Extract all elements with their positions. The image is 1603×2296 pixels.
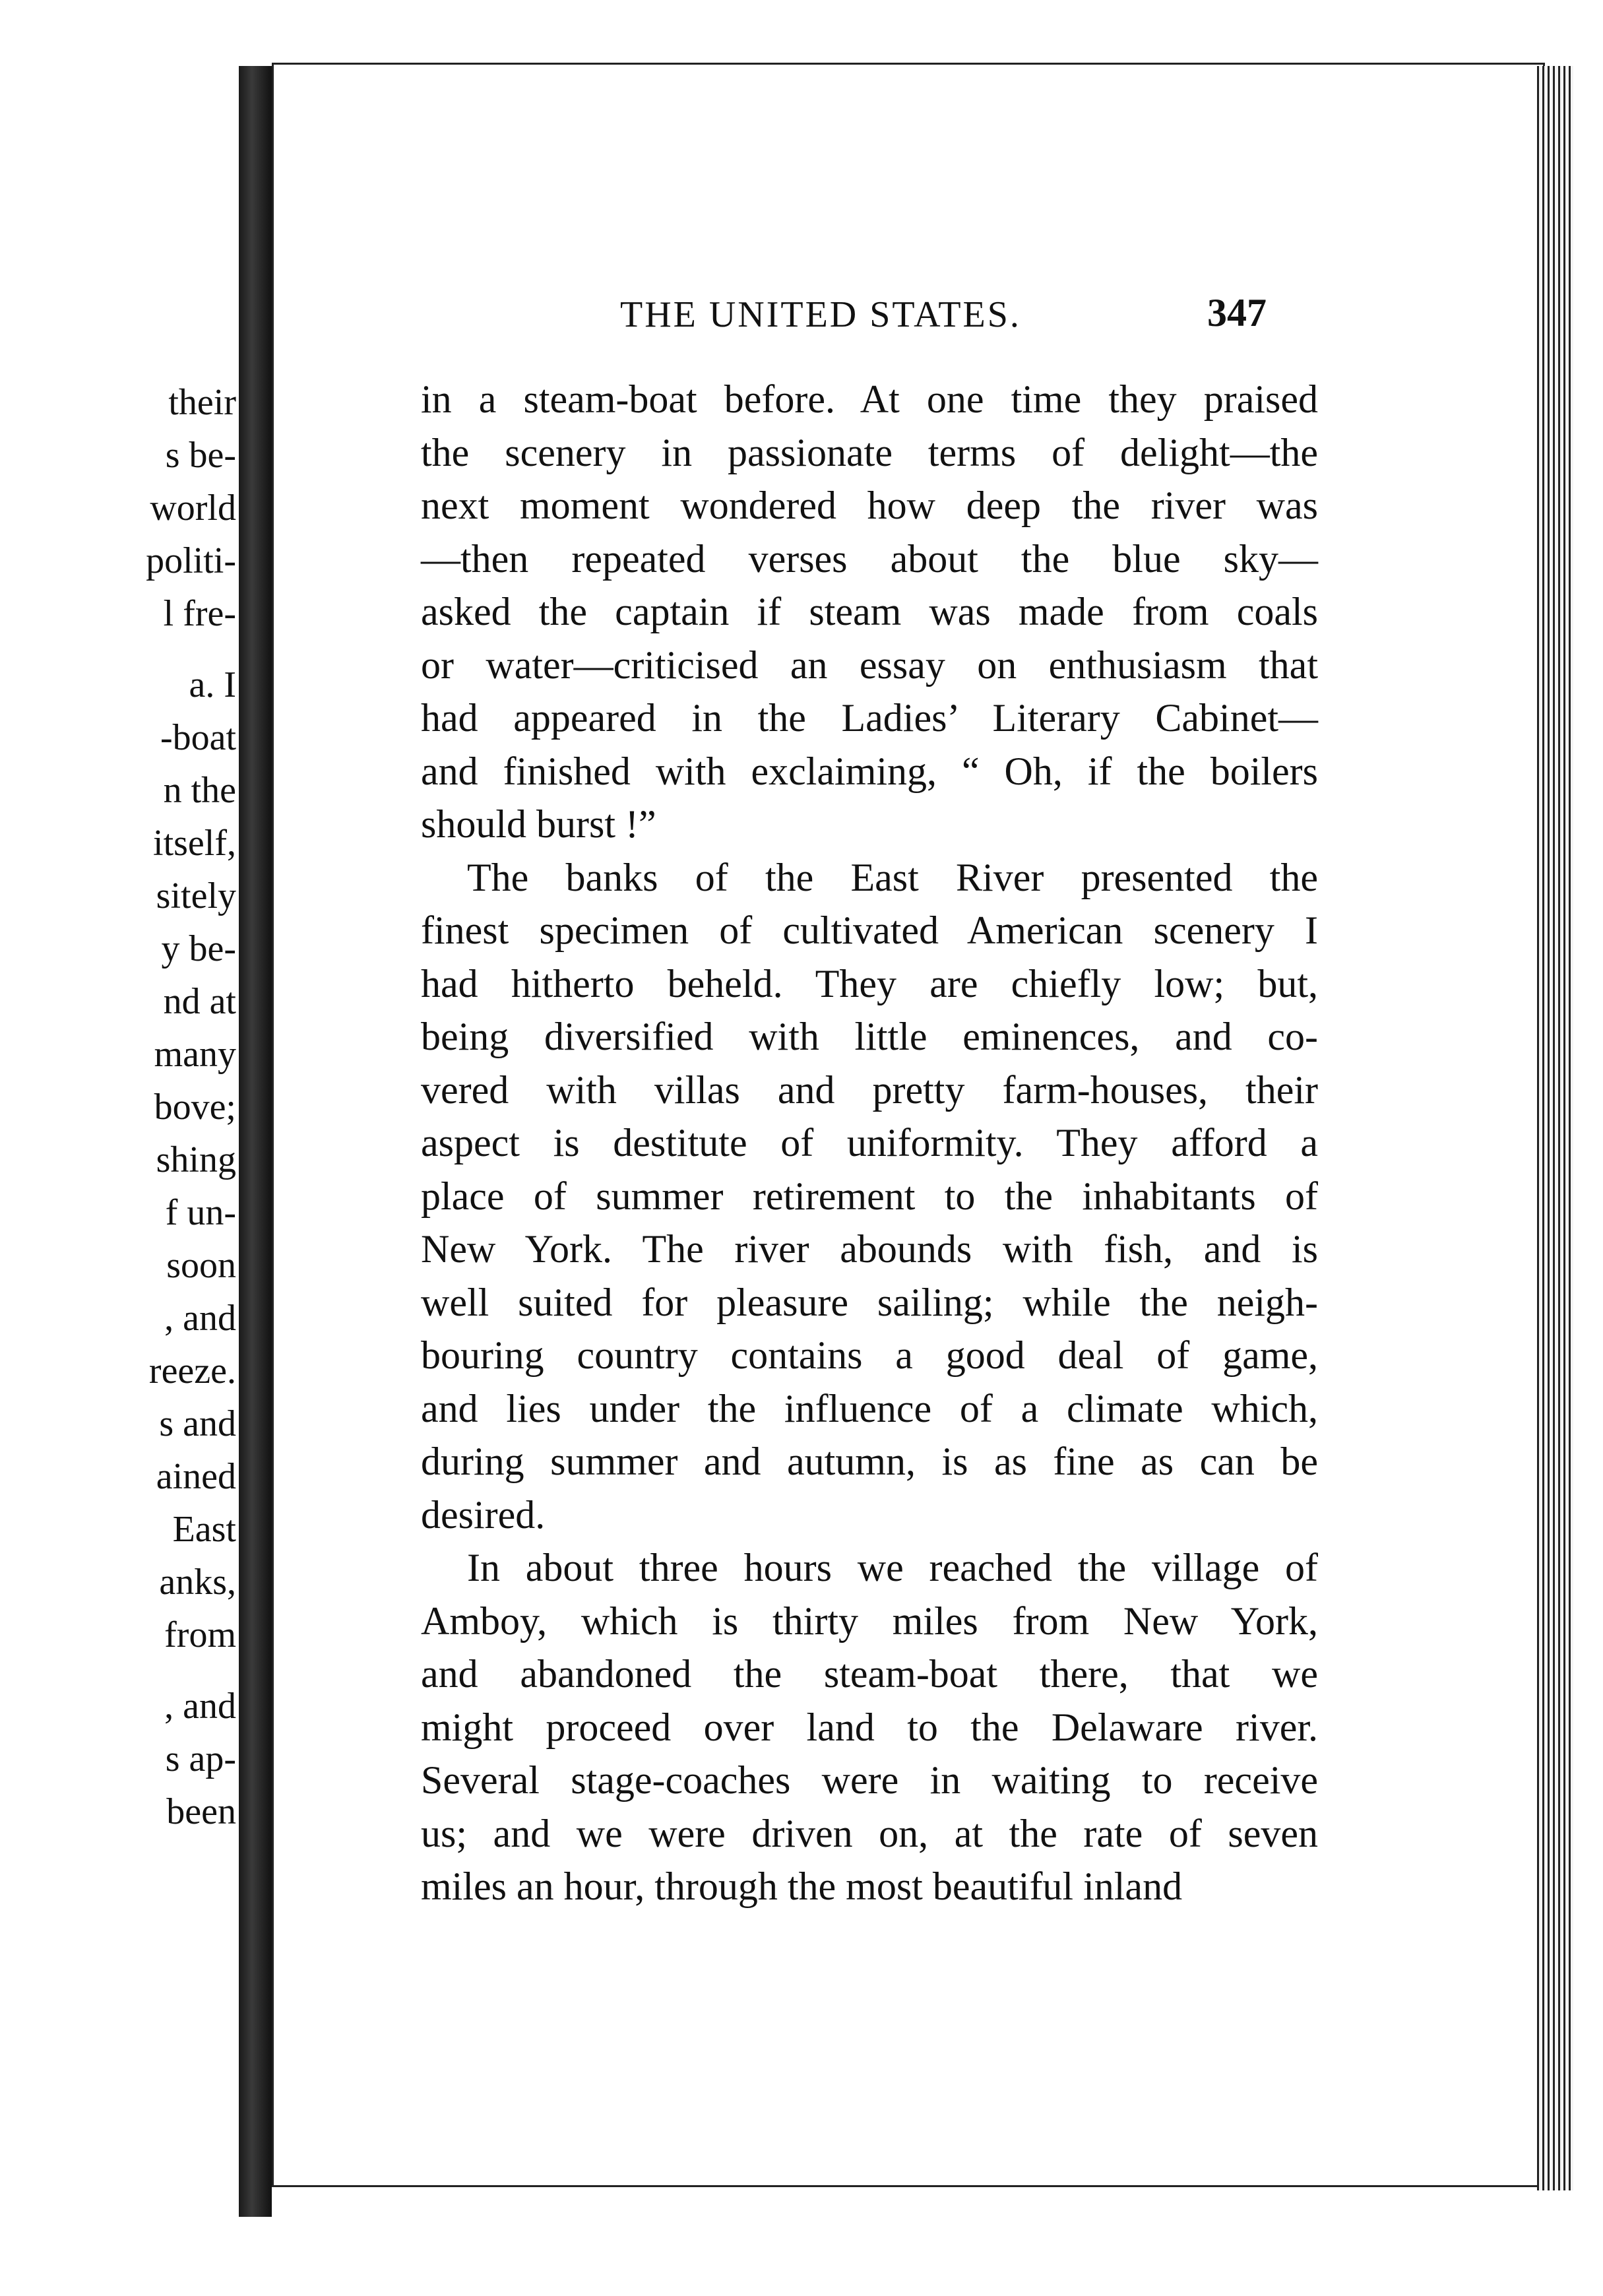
text-line: or water—criticised an essay on enthusiasm that (421, 643, 1318, 687)
left-page-line: nd at (163, 981, 236, 1022)
text-line: and abandoned the steam-boat there, that we (421, 1652, 1318, 1696)
left-page-line: their (168, 382, 236, 423)
text-line: bouring country contains a good deal of game, (421, 1333, 1318, 1377)
text-line: asked the captain if steam was made from coals (421, 590, 1318, 633)
left-page-line: itself, (153, 823, 236, 864)
left-page-line: shing (156, 1139, 236, 1180)
text-line: vered with villas and pretty farm-houses, their (421, 1068, 1318, 1112)
left-page-text-fragments (0, 376, 239, 1838)
text-line: next moment wondered how deep the river was (421, 484, 1318, 527)
left-page-line: East (172, 1509, 236, 1550)
text-line: had hitherto beheld. They are chiefly low; but, (421, 961, 1318, 1005)
text-line: desired. (421, 1492, 546, 1537)
paragraph (421, 373, 1318, 851)
paragraph (421, 1541, 1318, 1913)
left-page-line: world (150, 488, 236, 528)
left-page-line: -boat (160, 717, 236, 758)
page-edges (1537, 66, 1573, 2190)
text-line: the scenery in passionate terms of delight—the (421, 430, 1318, 474)
text-line: Several stage-coaches were in waiting to receive (421, 1758, 1318, 1802)
left-page-line: politi- (146, 540, 236, 581)
paragraph (421, 851, 1318, 1542)
left-page-line: , and (164, 1686, 236, 1727)
left-page-line: , and (164, 1298, 236, 1339)
text-line: New York. The river abounds with fish, and is (421, 1227, 1318, 1271)
text-line: might proceed over land to the Delaware river. (421, 1705, 1318, 1749)
text-line: finest specimen of cultivated American scenery I (421, 909, 1318, 952)
left-page-line: sitely (156, 876, 236, 916)
left-page-line: reeze. (148, 1351, 236, 1391)
text-line: The banks of the East River presented the (467, 855, 1318, 899)
text-line: in a steam-boat before. At one time they praised (421, 377, 1318, 421)
running-head: THE UNITED STATES. (620, 294, 1021, 335)
text-line: and finished with exclaiming, “ Oh, if the boilers (421, 749, 1318, 793)
left-page-line: anks, (159, 1562, 236, 1603)
left-page-line: f un- (165, 1192, 236, 1233)
left-page-line: from (164, 1614, 236, 1655)
text-line: should burst !” (421, 802, 656, 846)
text-line: In about three hours we reached the village of (467, 1546, 1318, 1589)
left-page-line: many (154, 1034, 236, 1075)
left-page-line: soon (166, 1245, 236, 1286)
left-page-line: y be- (161, 928, 236, 969)
text-line: aspect is destitute of uniformity. They afford a (421, 1121, 1318, 1164)
left-page-line: s and (159, 1403, 236, 1444)
left-page-line: s be- (165, 435, 236, 476)
body-text (421, 373, 1318, 1913)
left-page-line (0, 1661, 239, 1680)
text-line: miles an hour, through the most beautiful inland (421, 1865, 1183, 1908)
text-line: place of summer retirement to the inhabitants of (421, 1174, 1318, 1218)
left-page-line: l fre- (163, 593, 236, 634)
left-page-line: s ap- (165, 1738, 236, 1779)
book-gutter (239, 66, 272, 2217)
left-page (0, 79, 241, 2151)
left-page-line: n the (163, 770, 236, 811)
left-page-line: ained (156, 1456, 236, 1497)
page-number: 347 (1207, 291, 1267, 335)
text-line: us; and we were driven on, at the rate of seven (421, 1811, 1318, 1855)
text-line: being diversified with little eminences, and co- (421, 1015, 1318, 1058)
left-page-line: bove; (154, 1087, 236, 1128)
left-page-line: been (166, 1791, 236, 1832)
text-line: and lies under the influence of a climate which, (421, 1386, 1318, 1430)
text-line: —then repeated verses about the blue sky— (421, 536, 1318, 581)
left-page-line (0, 640, 239, 658)
text-line: Amboy, which is thirty miles from New York, (421, 1599, 1318, 1643)
text-line: well suited for pleasure sailing; while the neigh- (421, 1280, 1318, 1324)
left-page-line: a. I (189, 664, 236, 705)
text-line: had appeared in the Ladies’ Literary Cabinet— (421, 696, 1318, 740)
text-line: during summer and autumn, is as fine as can be (421, 1440, 1318, 1483)
